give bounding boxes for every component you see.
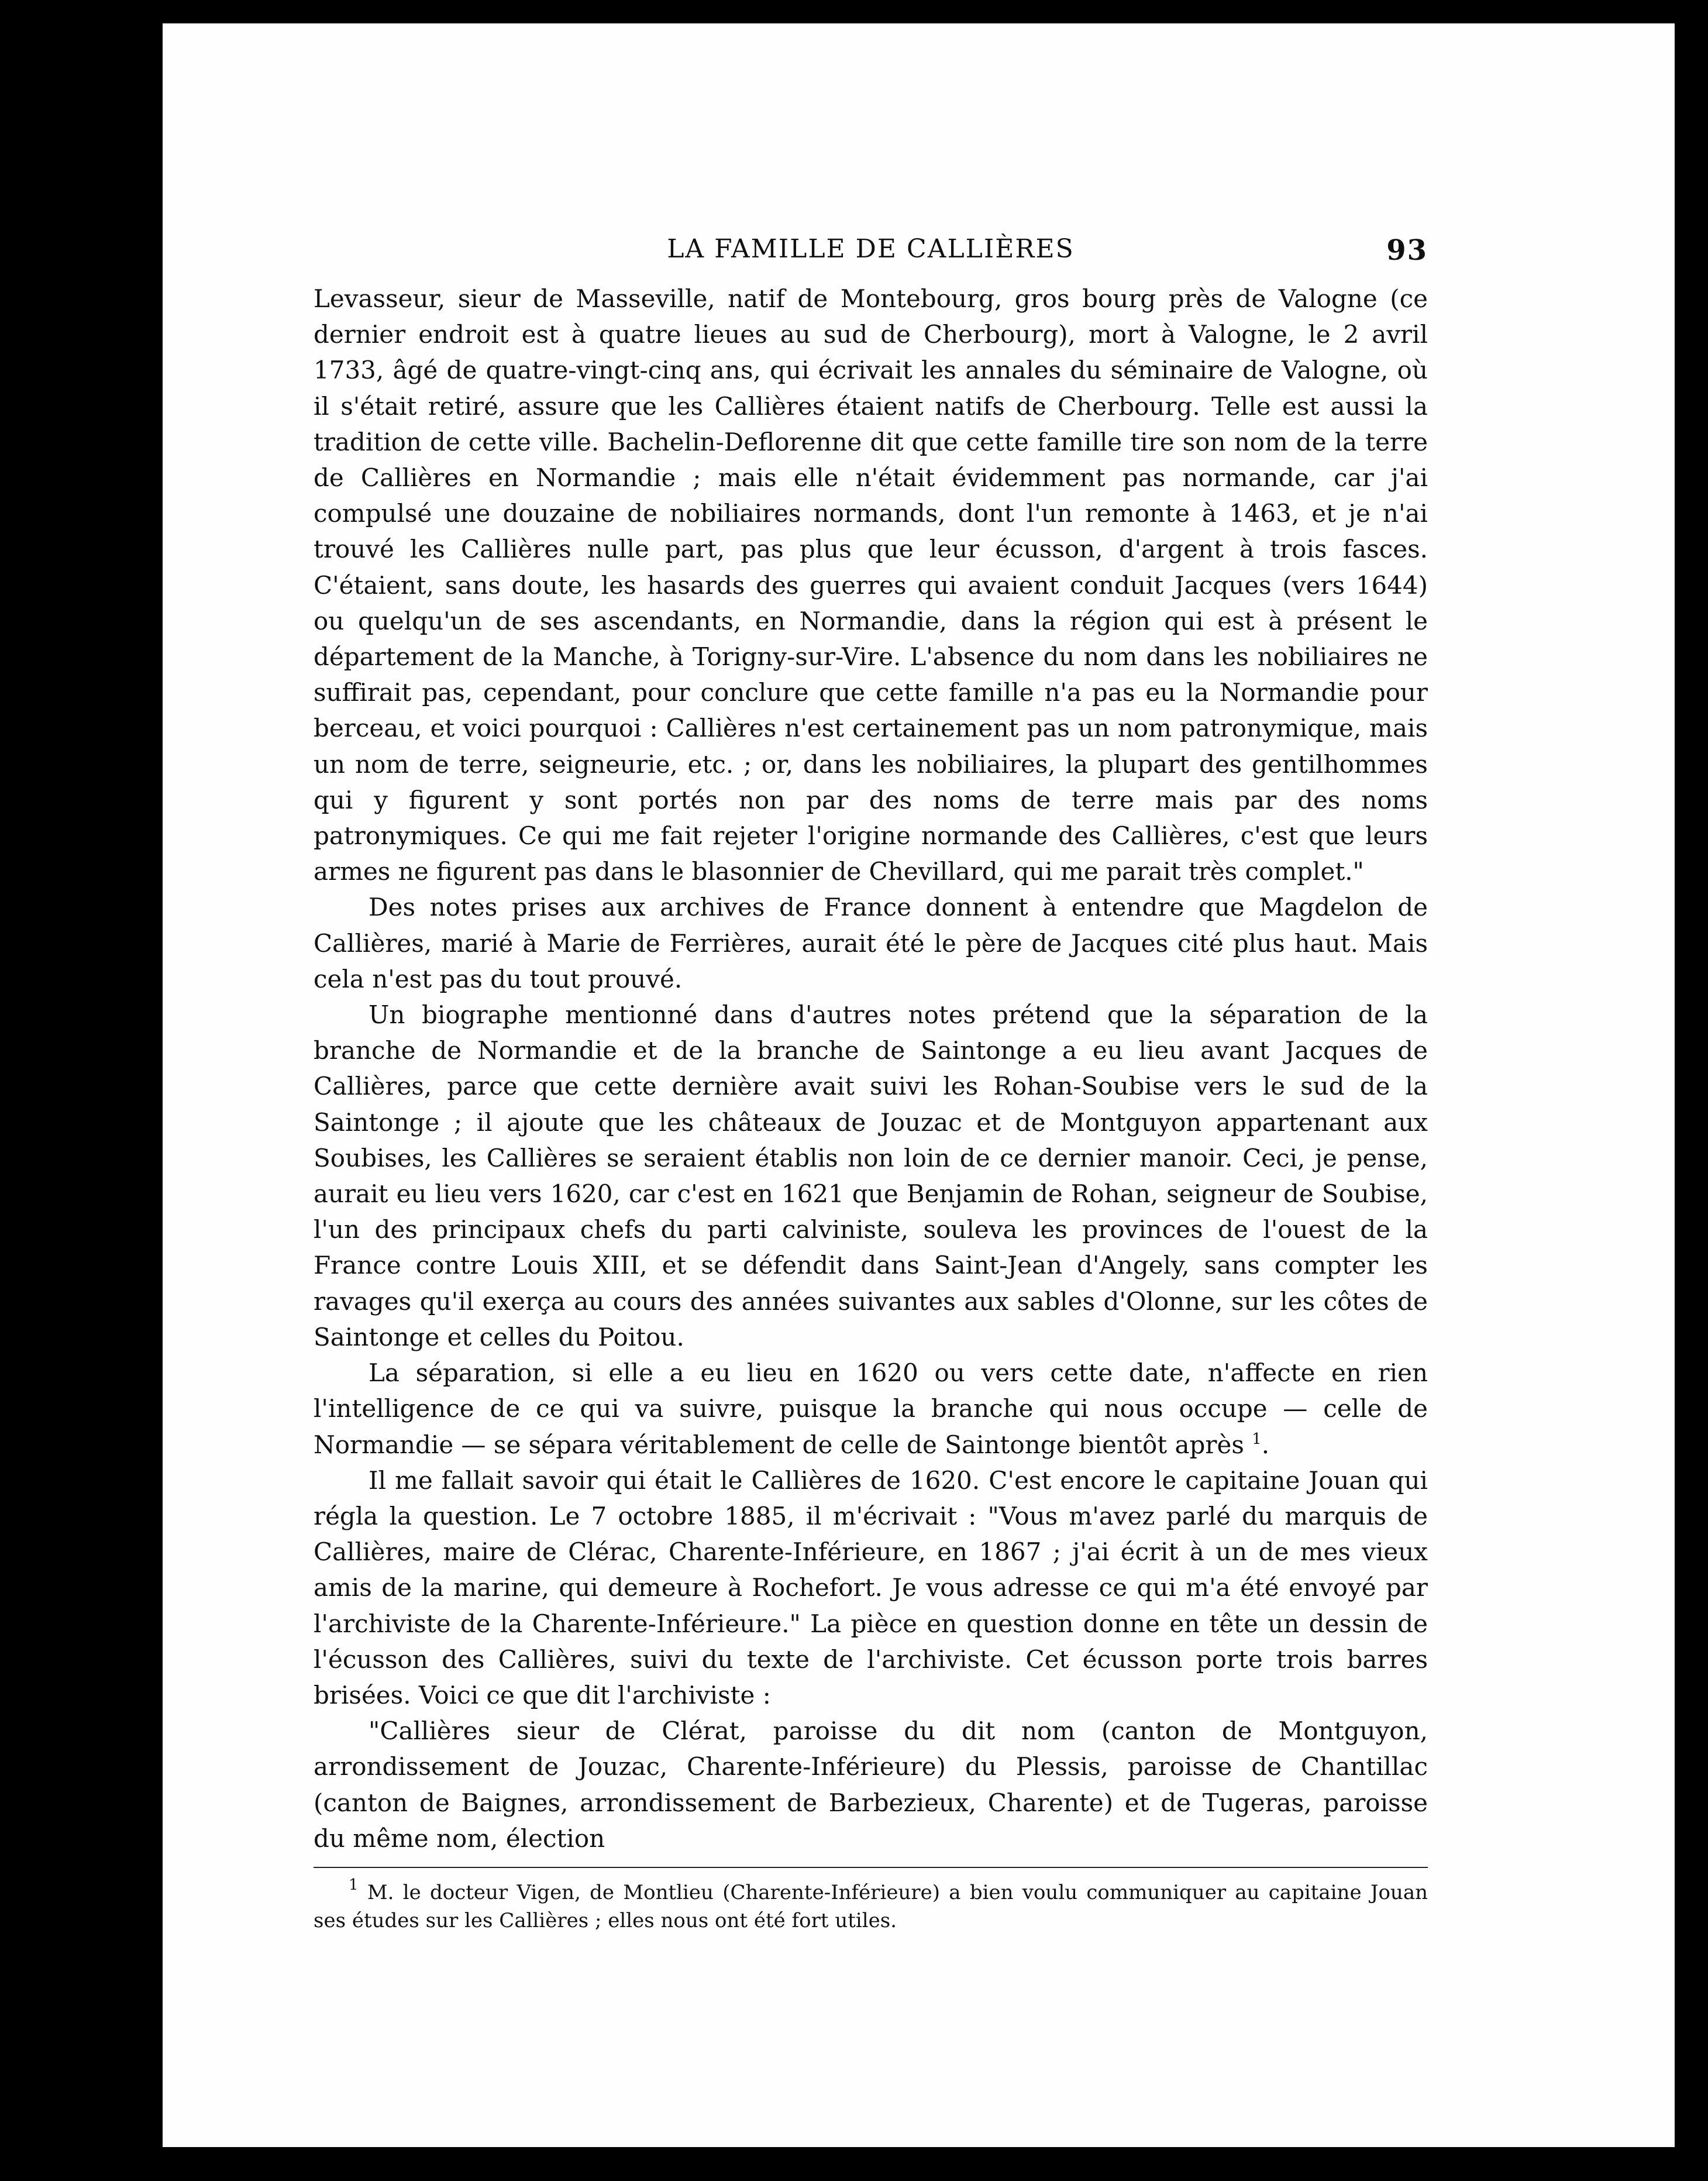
body-text <box>314 281 1428 1856</box>
paragraph: "Callières sieur de Clérat, paroisse du dit nom (canton de Montguyon, arrondissement de Jouzac, Charente-Inférieure) du Plessis, paroisse de Chantillac (canton de Baignes, arrondissement de Barbezieux, Charente) et de Tugeras, paroisse du même nom, élection <box>314 1716 1428 1853</box>
paragraph: Levasseur, sieur de Masseville, natif de Montebourg, gros bourg près de Valogne (ce dernier endroit est à quatre lieues au sud de Cherbourg), mort à Valogne, le 2 avril 1733, âgé de quatre-vingt-cinq ans, qui écrivait les annales du séminaire de Valogne, où il s'était retiré, assure que les Callières étaient natifs de Cherbourg. Telle est aussi la tradition de cette ville. Bachelin-Deflorenne dit que cette famille tire son nom de la terre de Callières en Normandie ; mais elle n'était évidemment pas normande, car j'ai compulsé une douzaine de nobiliaires normands, dont l'un remonte à 1463, et je n'ai trouvé les Callières nulle part, pas plus que leur écusson, d'argent à trois fasces. C'étaient, sans doute, les hasards des guerres qui avaient conduit Jacques (vers 1644) ou quelqu'un de ses ascendants, en Normandie, dans la région qui est à présent le département de la Manche, à Torigny-sur-Vire. L'absence du nom dans les nobiliaires ne suffirait pas, cependant, pour conclure que cette famille n'a pas eu la Normandie pour berceau, et voici pourquoi : Callières n'est certainement pas un nom patronymique, mais un nom de terre, seigneurie, etc. ; or, dans les nobiliaires, la plupart des gentilhommes qui y figurent y sont portés non par des noms de terre mais par des noms patronymiques. Ce qui me fait rejeter l'origine normande des Callières, c'est que leurs armes ne figurent pas dans le blasonnier de Chevillard, qui me parait très complet." <box>314 284 1428 886</box>
scan-frame-left <box>0 0 123 2181</box>
page-content <box>314 234 1428 1935</box>
paragraph-text: La séparation, si elle a eu lieu en 1620 ou vers cette date, n'affecte en rien l'intelligence de ce qui va suivre, puisque la branche qui nous occupe — celle de Normandie — se sépara véritablement de celle de Saintonge bientôt après <box>314 1358 1428 1459</box>
running-head <box>314 234 1428 281</box>
page <box>163 23 1675 2147</box>
scan-mark <box>128 1381 132 1396</box>
footnote-rule <box>314 1867 1428 1868</box>
footnote-text: M. le docteur Vigen, de Montlieu (Charente-Inférieure) a bien voulu communiquer au capitaine Jouan ses études sur les Callières ; elles nous ont été fort utiles. <box>314 1880 1428 1932</box>
page-number: 93 <box>1386 234 1428 267</box>
paragraph: Des notes prises aux archives de France donnent à entendre que Magdelon de Callières, marié à Marie de Ferrières, aurait été le père de Jacques cité plus haut. Mais cela n'est pas du tout prouvé. <box>314 893 1428 993</box>
footnote-marker: 1 <box>349 1876 359 1894</box>
footnote <box>314 1876 1428 1935</box>
paragraph: La séparation, si elle a eu lieu en 1620 ou vers cette date, n'affecte en rien l'intelligence de ce qui va suivre, puisque la branche qui nous occupe — celle de Normandie — se sépara véritablement de celle de Saintonge bientôt après $^1$. <box>314 1358 1428 1459</box>
footnote-reference[interactable]: 1 <box>1252 1430 1262 1448</box>
running-title: LA FAMILLE DE CALLIÈRES <box>667 234 1075 264</box>
paragraph: Un biographe mentionné dans d'autres notes prétend que la séparation de la branche de Normandie et de la branche de Saintonge a eu lieu avant Jacques de Callières, parce que cette dernière avait suivi les Rohan-Soubise vers le sud de la Saintonge ; il ajoute que les châteaux de Jouzac et de Montguyon appartenant aux Soubises, les Callières se seraient établis non loin de ce dernier manoir. Ceci, je pense, aurait eu lieu vers 1620, car c'est en 1621 que Benjamin de Rohan, seigneur de Soubise, l'un des principaux chefs du parti calviniste, souleva les provinces de l'ouest de la France contre Louis XIII, et se défendit dans Saint-Jean d'Angely, sans compter les ravages qu'il exerça au cours des années suivantes aux sables d'Olonne, sur les côtes de Saintonge et celles du Poitou. <box>314 1000 1428 1351</box>
paragraph: Il me fallait savoir qui était le Callières de 1620. C'est encore le capitaine Jouan qui régla la question. Le 7 octobre 1885, il m'écrivait : "Vous m'avez parlé du marquis de Callières, maire de Clérac, Charente-Inférieure, en 1867 ; j'ai écrit à un de mes vieux amis de la marine, qui demeure à Rochefort. Je vous adresse ce qui m'a été envoyé par l'archiviste de la Charente-Inférieure." La pièce en question donne en tête un dessin de l'écusson des Callières, suivi du texte de l'archiviste. Cet écusson porte trois barres brisées. Voici ce que dit l'archiviste : <box>314 1466 1428 1709</box>
